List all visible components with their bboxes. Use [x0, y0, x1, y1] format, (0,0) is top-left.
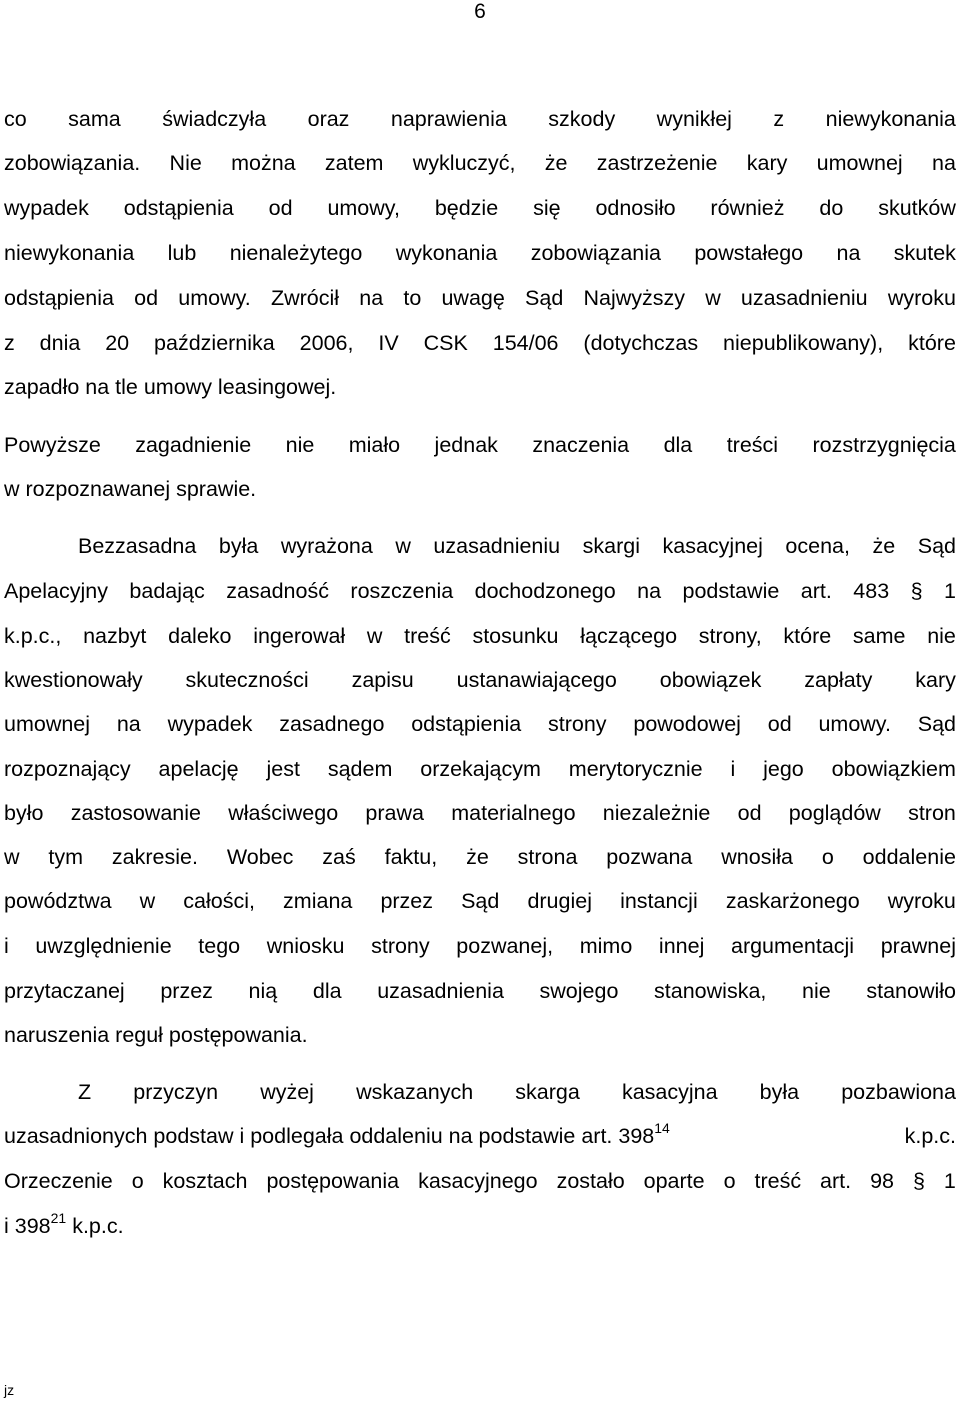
word: w: [366, 624, 383, 648]
word: w: [395, 534, 411, 558]
word: wypadek: [167, 712, 253, 736]
word: zapłaty: [804, 668, 873, 692]
word: odstąpienia: [123, 196, 234, 220]
word: właściwego: [228, 801, 339, 825]
word: uzasadnienia: [377, 979, 504, 1003]
word: nie: [802, 979, 831, 1003]
word: dochodzonego: [474, 579, 616, 603]
word: umowy.: [818, 712, 891, 736]
word: powstałego: [694, 241, 804, 265]
word: na: [359, 286, 384, 310]
word: zasadność: [226, 579, 329, 603]
word: w: [705, 286, 721, 310]
word: niewykonania: [825, 107, 956, 131]
word: znaczenia: [532, 433, 630, 457]
word: prawnej: [880, 934, 956, 958]
word: przyczyn: [133, 1080, 219, 1104]
text-line: [4, 104, 956, 134]
word: naprawienia: [390, 107, 507, 131]
superscript: 21: [50, 1210, 67, 1226]
text-line: w rozpoznawanej sprawie.: [4, 477, 257, 501]
footer-initials: jz: [4, 1382, 15, 1398]
word: argumentacji: [730, 934, 855, 958]
word: Sąd: [525, 286, 564, 310]
word: 1: [943, 1169, 956, 1193]
word: nazbyt: [83, 624, 147, 648]
word: skutek: [893, 241, 956, 265]
word: materialnego: [451, 801, 576, 825]
word: §: [912, 1169, 925, 1193]
word: wyżej: [260, 1080, 314, 1104]
word: Sąd: [461, 889, 500, 913]
word: apelację: [158, 757, 239, 781]
word: w: [139, 889, 156, 913]
word: jednak: [434, 433, 498, 457]
text-line: [4, 576, 956, 606]
word: Sąd: [917, 712, 956, 736]
word: 98: [870, 1169, 894, 1193]
word: innej: [658, 934, 705, 958]
word: niezależnie: [602, 801, 711, 825]
word: że: [466, 845, 489, 869]
page-number: 6: [474, 0, 486, 23]
word: 20: [105, 331, 130, 355]
word: treść: [754, 1169, 802, 1193]
word: §: [910, 579, 923, 603]
word: wyroku: [887, 889, 956, 913]
word: powodowej: [633, 712, 741, 736]
word: kwestionowały: [4, 668, 143, 692]
word: od: [134, 286, 159, 310]
word: badając: [129, 579, 205, 603]
word: łączącego: [580, 624, 678, 648]
word: zaś: [322, 845, 356, 869]
word: tego: [198, 934, 241, 958]
word: zasadnego: [279, 712, 385, 736]
word: odstąpienia: [4, 286, 114, 310]
word: daleko: [168, 624, 232, 648]
text-line: zapadło na tle umowy leasingowej.: [4, 375, 337, 399]
text-line: [4, 328, 956, 358]
word: na: [116, 712, 141, 736]
word: skutków: [878, 196, 956, 220]
word: CSK: [423, 331, 468, 355]
text-line: [4, 842, 956, 872]
word: pozwana: [606, 845, 693, 869]
word: stosunku: [472, 624, 559, 648]
word: instancji: [620, 889, 698, 913]
word: Nie: [169, 151, 202, 175]
word: przytaczanej: [4, 979, 125, 1003]
word: była: [218, 534, 259, 558]
word: 154/06: [492, 331, 559, 355]
word: podstawie: [682, 579, 780, 603]
word: kasacyjnego: [418, 1169, 538, 1193]
word: miało: [348, 433, 401, 457]
word: umownej: [816, 151, 903, 175]
word: umowy.: [178, 286, 251, 310]
word: kary: [915, 668, 956, 692]
text-line: [4, 798, 956, 828]
word: wyrażona: [280, 534, 373, 558]
word: zaskarżonego: [725, 889, 860, 913]
word: odstąpienia: [411, 712, 522, 736]
word: sama: [68, 107, 121, 131]
word: zobowiązania: [530, 241, 661, 265]
word: przez: [160, 979, 213, 1003]
word: zastrzeżenie: [596, 151, 718, 175]
text-line-with-superscript: [4, 1211, 956, 1241]
word: faktu,: [384, 845, 438, 869]
word: dla: [663, 433, 693, 457]
word: na: [836, 241, 861, 265]
word: strony: [371, 934, 430, 958]
word: zapisu: [351, 668, 414, 692]
word: można: [231, 151, 296, 175]
word: zobowiązania.: [4, 151, 141, 175]
word: oddalenie: [862, 845, 956, 869]
word: które: [908, 331, 956, 355]
word: treść: [404, 624, 451, 648]
word: dla: [312, 979, 342, 1003]
word: stanowiło: [866, 979, 956, 1003]
word: co: [4, 107, 27, 131]
word: i: [4, 934, 9, 958]
text-line: [4, 148, 956, 178]
word: że: [872, 534, 896, 558]
word: odnosiło: [595, 196, 676, 220]
word: wypadek: [4, 196, 89, 220]
word: stron: [908, 801, 956, 825]
text-line: [4, 931, 956, 961]
word: (dotychczas: [583, 331, 699, 355]
word: Z: [78, 1080, 92, 1104]
word: strony,: [698, 624, 762, 648]
word: uzasadnieniu: [433, 534, 561, 558]
word: przez: [380, 889, 434, 913]
word: oparte: [643, 1169, 705, 1193]
word: ocena,: [785, 534, 850, 558]
word: rozpoznający: [4, 757, 131, 781]
word: wykonania: [395, 241, 498, 265]
text-line: naruszenia reguł postępowania.: [4, 1023, 308, 1047]
word: szkody: [548, 107, 616, 131]
text-line: [4, 193, 956, 223]
word: nie: [927, 624, 956, 648]
word: treści: [726, 433, 779, 457]
word: kosztach: [162, 1169, 248, 1193]
word: rozstrzygnięcia: [812, 433, 956, 457]
word: merytorycznie: [568, 757, 703, 781]
word: i: [730, 757, 736, 781]
word: jest: [266, 757, 300, 781]
text-fragment: i 398: [4, 1214, 51, 1238]
text-line: [4, 976, 956, 1006]
word: uzasadnieniu: [740, 286, 868, 310]
text-line: [78, 531, 956, 561]
text-line: [4, 886, 956, 916]
word: zatem: [324, 151, 384, 175]
text-line: [4, 665, 956, 695]
word: ingerował: [253, 624, 346, 648]
word: nie: [285, 433, 315, 457]
text-fragment: k.p.c.: [904, 1124, 956, 1148]
word: art.: [820, 1169, 852, 1193]
word: pozwanej,: [456, 934, 554, 958]
word: z: [773, 107, 785, 131]
word: stanowiska,: [654, 979, 767, 1003]
word: które: [783, 624, 832, 648]
word: pozbawiona: [841, 1080, 956, 1104]
word: świadczyła: [162, 107, 267, 131]
word: swojego: [539, 979, 619, 1003]
word: całości,: [183, 889, 255, 913]
word: strony: [548, 712, 607, 736]
word: strona: [517, 845, 578, 869]
word: tym: [48, 845, 84, 869]
word: powództwa: [4, 889, 112, 913]
word: od: [737, 801, 762, 825]
text-line: [4, 1166, 956, 1196]
word: dnia: [39, 331, 81, 355]
word: oraz: [307, 107, 350, 131]
word: kasacyjna: [621, 1080, 718, 1104]
word: od: [268, 196, 293, 220]
word: Sąd: [917, 534, 956, 558]
text-line-with-superscript: [4, 1121, 956, 1151]
word: zostało: [556, 1169, 625, 1193]
word: skuteczności: [185, 668, 309, 692]
word: k.p.c.,: [4, 624, 62, 648]
word: jego: [763, 757, 804, 781]
word: wskazanych: [356, 1080, 474, 1104]
word: również: [710, 196, 785, 220]
word: zakresie.: [111, 845, 198, 869]
word: 1: [944, 579, 956, 603]
word: ustanawiającego: [456, 668, 617, 692]
word: zastosowanie: [70, 801, 201, 825]
word: w: [4, 845, 20, 869]
word: uwagę: [441, 286, 505, 310]
word: się: [533, 196, 561, 220]
superscript: 14: [654, 1120, 670, 1136]
word: wnosiła: [721, 845, 793, 869]
word: wyroku: [887, 286, 956, 310]
word: Orzeczenie: [4, 1169, 113, 1193]
text-line: [4, 621, 956, 651]
word: Apelacyjny: [4, 579, 108, 603]
word: roszczenia: [350, 579, 454, 603]
word: drugiej: [527, 889, 592, 913]
text-line: [4, 283, 956, 313]
word: będzie: [434, 196, 499, 220]
word: zagadnienie: [135, 433, 252, 457]
word: Bezzasadna: [78, 534, 197, 558]
word: umownej: [4, 712, 91, 736]
word: niewykonania: [4, 241, 135, 265]
text-line: [78, 1077, 956, 1107]
text-line: [4, 709, 956, 739]
word: obowiązek: [659, 668, 762, 692]
word: poglądów: [788, 801, 881, 825]
word: Wobec: [226, 845, 294, 869]
word: o: [131, 1169, 144, 1193]
word: wniosku: [266, 934, 345, 958]
word: skargi: [582, 534, 640, 558]
word: że: [544, 151, 568, 175]
word: zmiana: [283, 889, 353, 913]
text-line: [4, 238, 956, 268]
word: umowy,: [327, 196, 400, 220]
word: skarga: [515, 1080, 580, 1104]
word: obowiązkiem: [831, 757, 956, 781]
word: lub: [167, 241, 197, 265]
word: od: [767, 712, 792, 736]
word: było: [4, 801, 44, 825]
word: do: [819, 196, 844, 220]
word: to: [403, 286, 422, 310]
text-fragment: k.p.c.: [72, 1214, 124, 1238]
word: na: [637, 579, 662, 603]
word: była: [759, 1080, 800, 1104]
word: sądem: [327, 757, 393, 781]
word: wynikłej: [656, 107, 732, 131]
word: orzekającym: [420, 757, 541, 781]
text-line: [4, 430, 956, 460]
word: uwzględnienie: [35, 934, 172, 958]
word: 2006,: [299, 331, 354, 355]
word: wykluczyć,: [412, 151, 516, 175]
word: postępowania: [266, 1169, 400, 1193]
word: z: [4, 331, 15, 355]
word: Najwyższy: [583, 286, 686, 310]
word: o: [821, 845, 834, 869]
word: prawa: [365, 801, 424, 825]
word: Powyższe: [4, 433, 101, 457]
word: niepublikowany),: [723, 331, 884, 355]
word: nią: [248, 979, 278, 1003]
word: na: [932, 151, 956, 175]
word: Zwrócił: [270, 286, 340, 310]
text-fragment: uzasadnionych podstaw i podlegała oddaleniu na podstawie art. 398: [4, 1124, 655, 1148]
word: kasacyjnej: [662, 534, 763, 558]
word: o: [723, 1169, 736, 1193]
word: kary: [746, 151, 788, 175]
word: października: [154, 331, 275, 355]
word: same: [852, 624, 906, 648]
word: IV: [378, 331, 399, 355]
word: nienależytego: [229, 241, 363, 265]
word: art.: [800, 579, 832, 603]
word: 483: [853, 579, 890, 603]
text-line: [4, 754, 956, 784]
word: mimo: [579, 934, 633, 958]
